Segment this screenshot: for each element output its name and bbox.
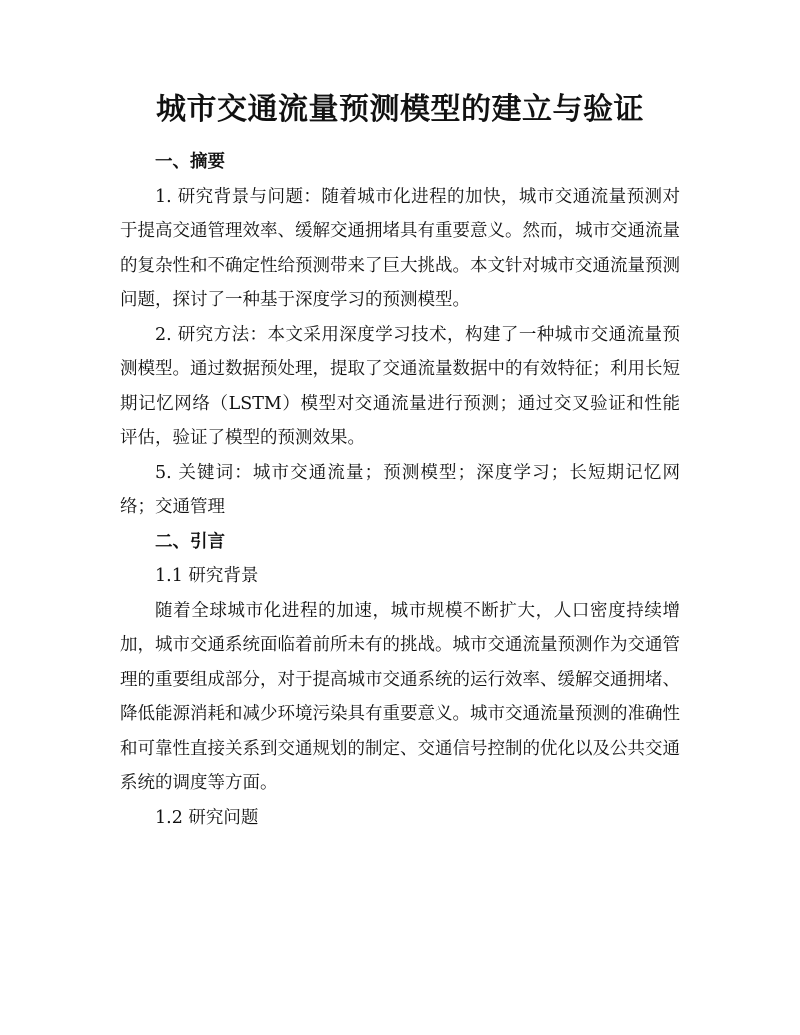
abstract-item-background: 1. 研究背景与问题：随着城市化进程的加快，城市交通流量预测对于提高交通管理效率、缓解交通拥堵具有重要意义。然而，城市交通流量的复杂性和不确定性给预测带来了巨大挑战。本文针对城市交通流量预测问题，探讨了一种基于深度学习的预测模型。 [120,186,680,310]
subsection-heading-problem: 1.2 研究问题 [155,807,259,828]
abstract-item-method: 2. 研究方法：本文采用深度学习技术，构建了一种城市交通流量预测模型。通过数据预处理，提取了交通流量数据中的有效特征；利用长短期记忆网络（LSTM）模型对交通流量进行预测；通过交叉验证和性能评估，验证了模型的预测效果。 [120,324,680,448]
subsection-text-background: 随着全球城市化进程的加速，城市规模不断扩大，人口密度持续增加，城市交通系统面临着前所未有的挑战。城市交通流量预测作为交通管理的重要组成部分，对于提高城市交通系统的运行效率、缓解交通拥堵、降低能源消耗和减少环境污染具有重要意义。城市交通流量预测的准确性和可靠性直接关系到交通规划的制定、交通信号控制的优化以及公共交通系统的调度等方面。 [120,600,680,793]
introduction-heading: 二、引言 [155,531,225,552]
document-body [120,145,680,835]
abstract-item-keywords: 5. 关键词：城市交通流量；预测模型；深度学习；长短期记忆网络；交通管理 [120,462,680,517]
abstract-heading: 一、摘要 [155,152,225,172]
document-title: 城市交通流量预测模型的建立与验证 [156,92,644,127]
subsection-heading-background: 1.1 研究背景 [155,566,259,586]
